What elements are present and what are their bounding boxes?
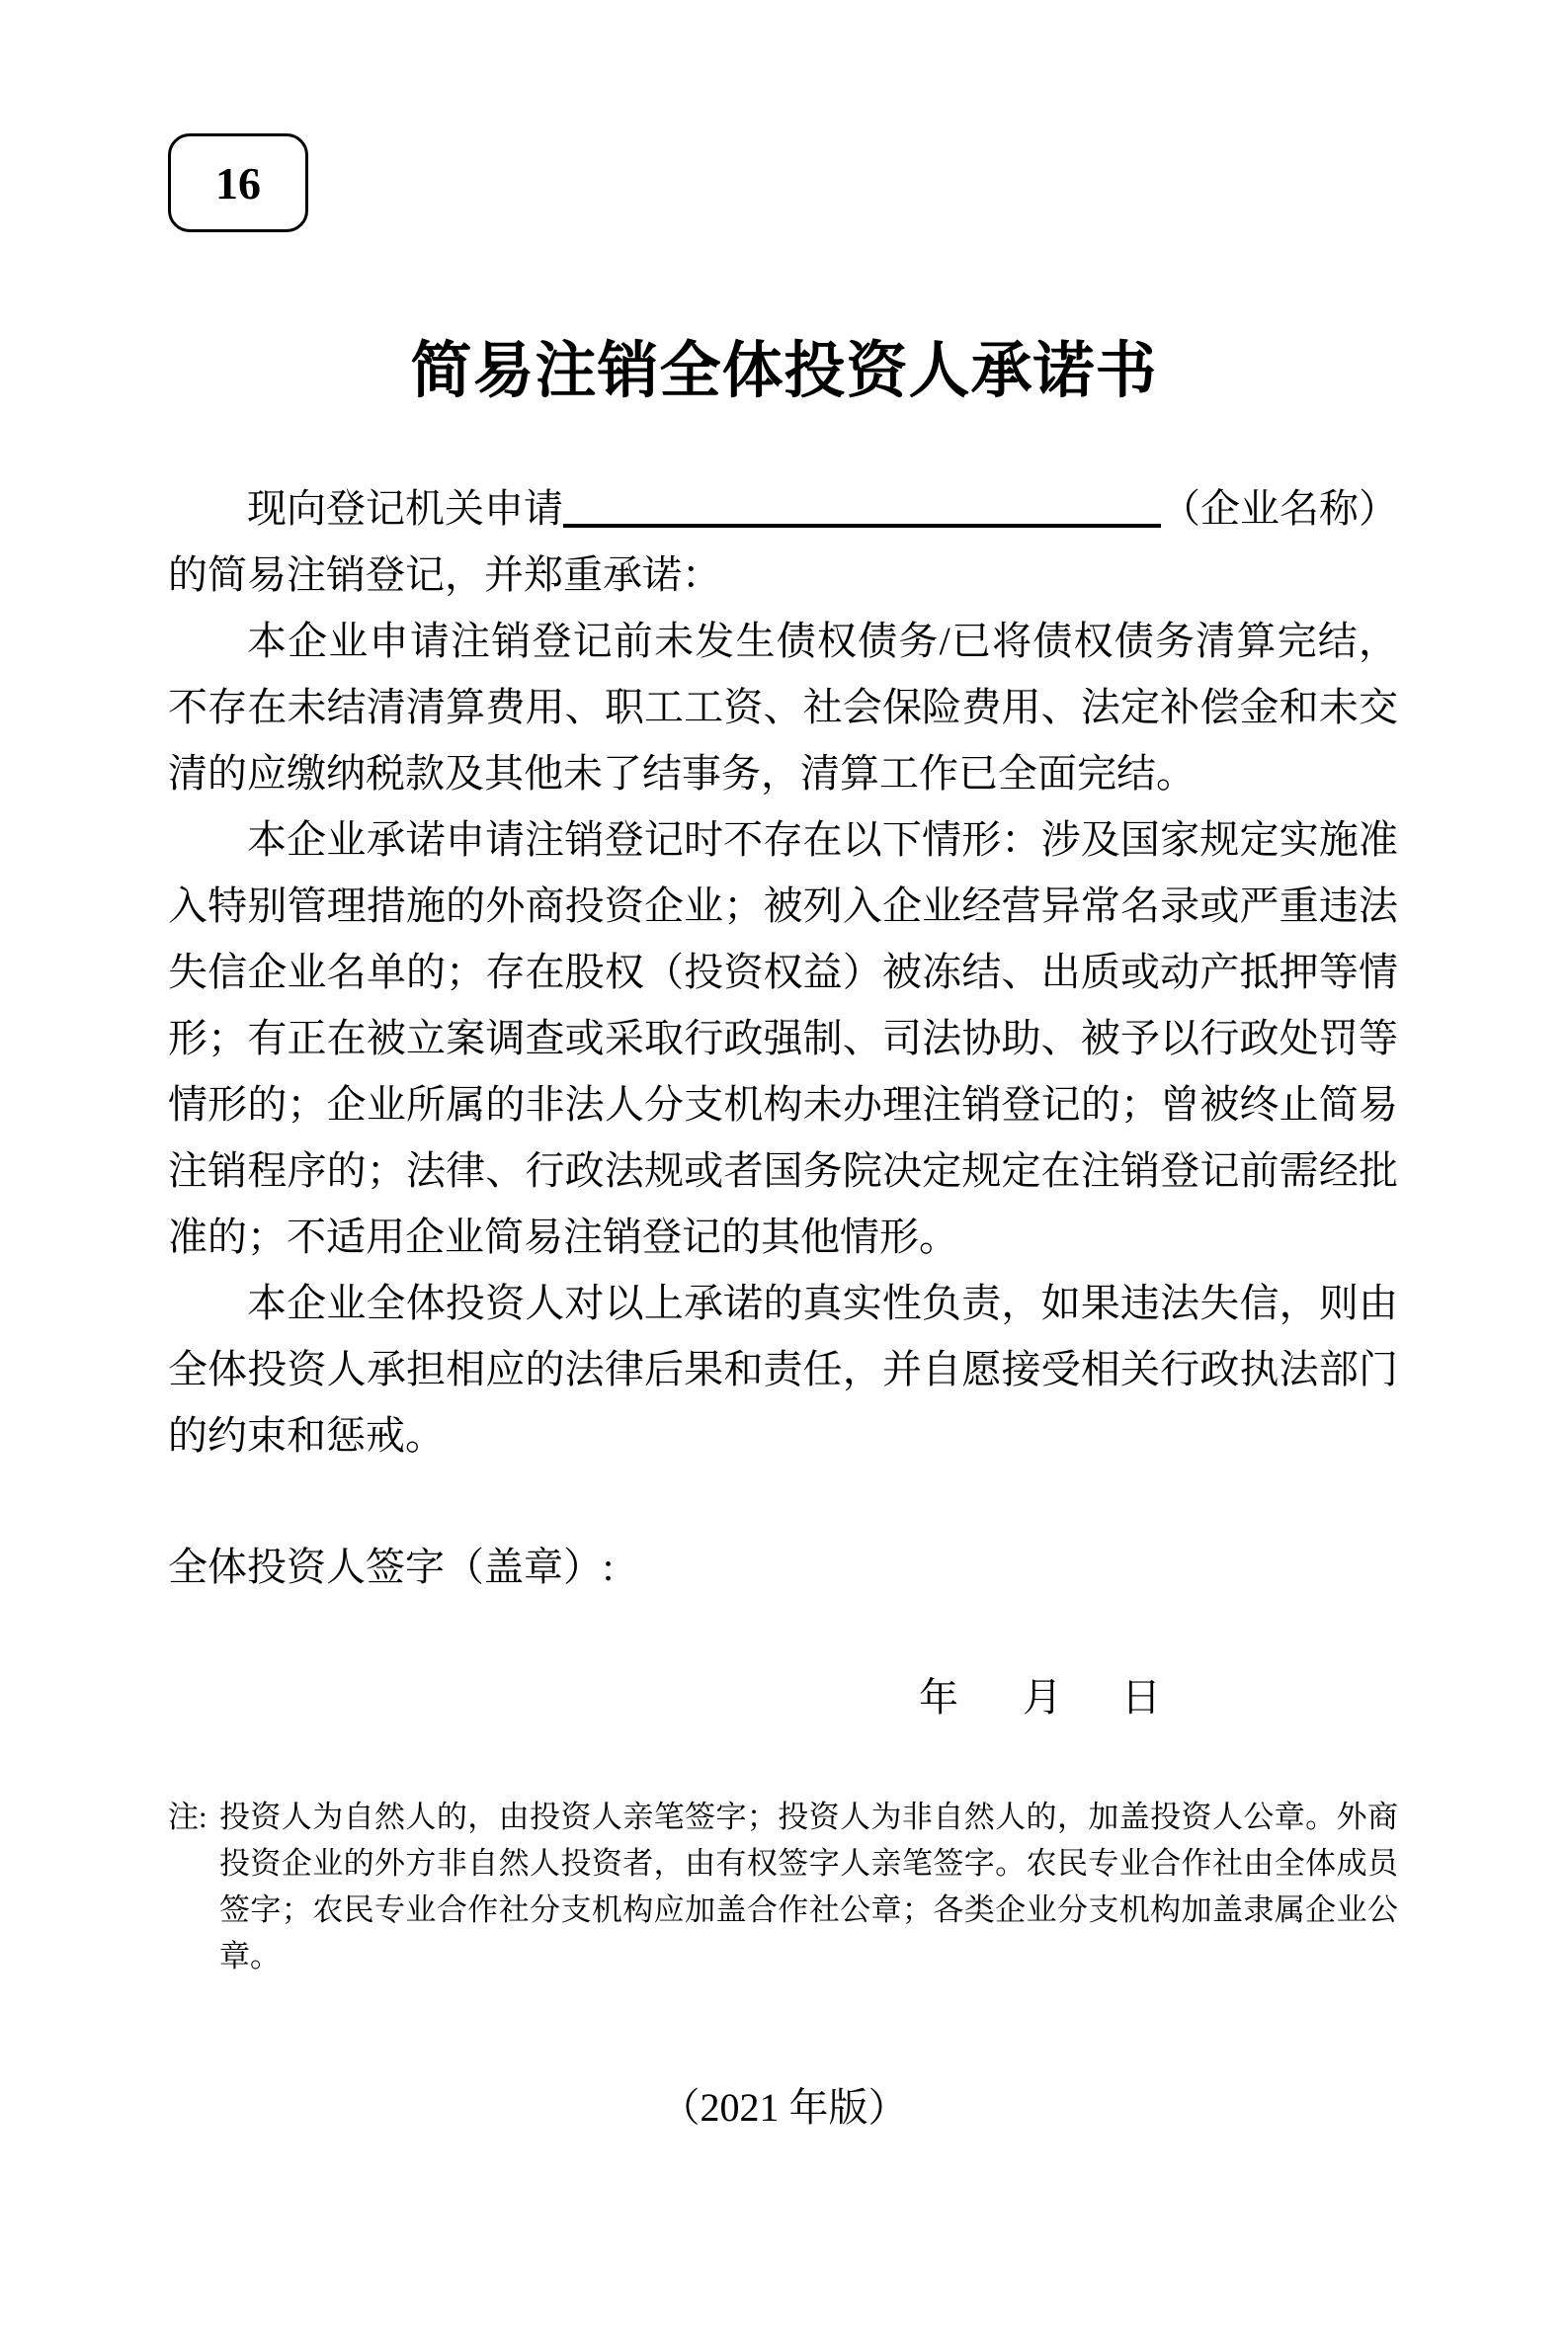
note-text: 投资人为自然人的，由投资人亲笔签字；投资人为非自然人的，加盖投资人公章。外商投资企业的外方非自然人投资者，由有权签字人亲笔签字。农民专业合作社由全体成员签字；农民专业合作社分支机构应加盖合作社公章；各类企业分支机构加盖隶属企业公章。 [219,1800,1398,1974]
paragraph-debt-settlement: 本企业申请注销登记前未发生债权债务/已将债权债务清算完结，不存在未结清清算费用、职工工资、社会保险费用、法定补偿金和未交清的应缴纳税款及其他未了结事务，清算工作已全面完结。 [168,619,1398,796]
signature-label: 全体投资人签字（盖章）: [168,1545,615,1589]
date-line [919,1664,1568,1730]
month-label: 月 [1023,1675,1062,1720]
paragraph-no-prohibited-circumstances: 本企业承诺申请注销登记时不存在以下情形：涉及国家规定实施准入特别管理措施的外商投资企业；被列入企业经营异常名录或严重违法失信企业名单的；存在股权（投资权益）被冻结、出质或动产抵押等情形；有正在被立案调查或采取行政强制、司法协助、被予以行政处罚等情形的；企业所属的非法人分支机构未办理注销登记的；曾被终止简易注销程序的；法律、行政法规或者国务院决定规定在注销登记前需经批准的；不适用企业简易注销登记的其他情形。 [168,817,1398,1259]
page-number: 16 [215,157,261,209]
application-text-before-blank: 现向登记机关申请 [247,486,563,531]
company-name-blank[interactable] [563,512,1161,528]
note-label: 注: [168,1800,207,1834]
version-label: （2021 年版） [660,2085,908,2130]
year-label: 年 [919,1675,958,1720]
page-number-box [168,133,308,232]
document-title: 简易注销全体投资人承诺书 [410,338,1158,405]
paragraph-investor-responsibility: 本企业全体投资人对以上承诺的真实性负责，如果违法失信，则由全体投资人承担相应的法律后果和责任，并自愿接受相关行政执法部门的约束和惩戒。 [168,1281,1398,1458]
application-text-after-blank: （企业名称）的简易注销登记，并郑重承诺： [168,486,1398,597]
document-body [168,475,1398,1469]
note-section [168,1794,1398,1979]
day-label: 日 [1121,1675,1161,1720]
paragraph-application [168,475,1398,608]
document-page [0,133,1568,2352]
